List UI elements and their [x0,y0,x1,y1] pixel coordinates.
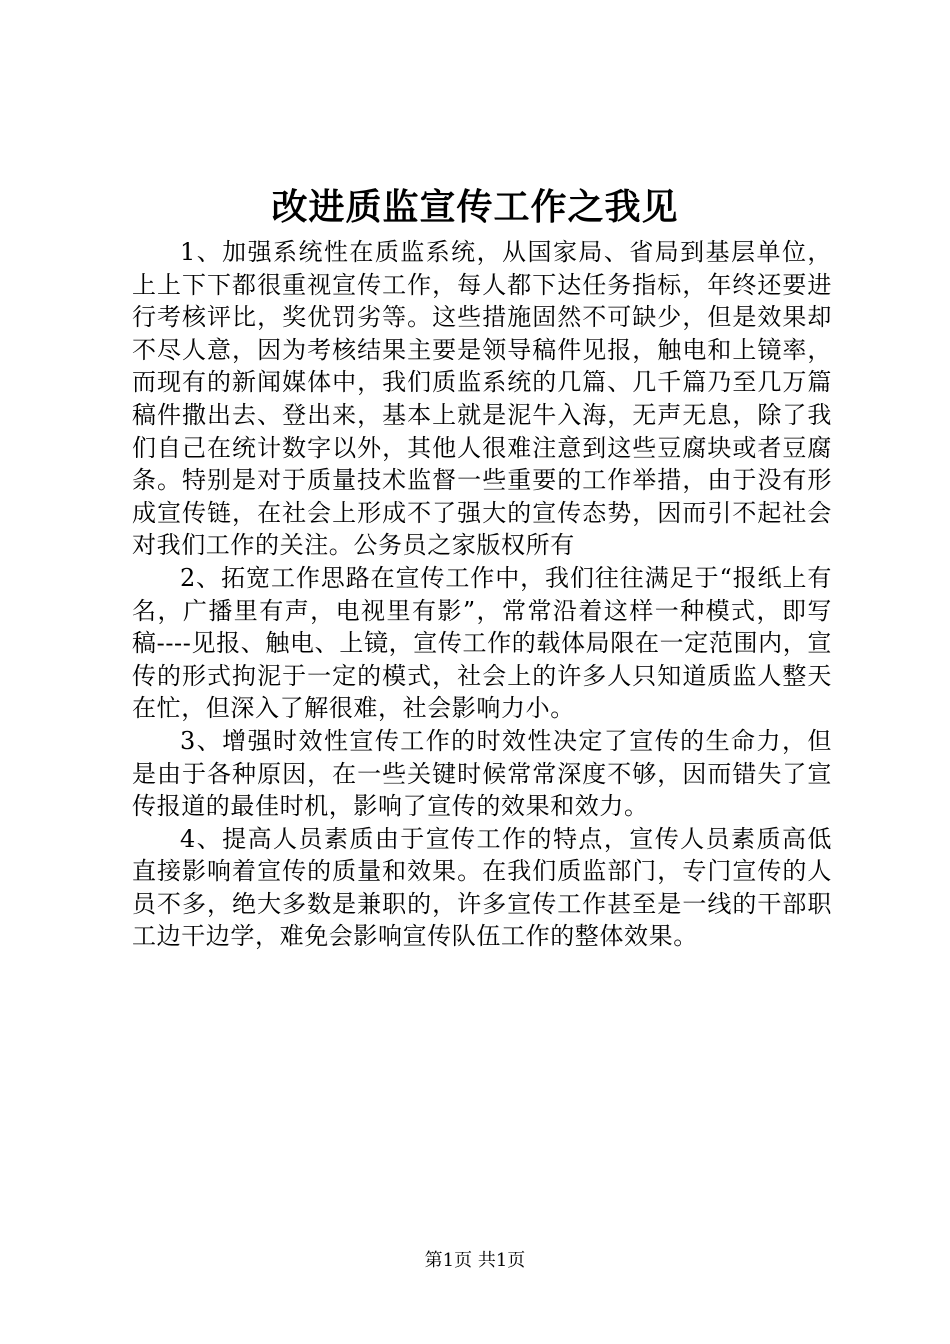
paragraph-4: 4、提高人员素质由于宣传工作的特点，宣传人员素质高低直接影响着宣传的质量和效果。在我们质监部门，专门宣传的人员不多，绝大多数是兼职的，许多宣传工作甚至是一线的干部职工边干边学，难免会影响宣传队伍工作的整体效果。 [132,824,832,951]
paragraph-3: 3、增强时效性宣传工作的时效性决定了宣传的生命力，但是由于各种原因，在一些关键时候常常深度不够，因而错失了宣传报道的最佳时机，影响了宣传的效果和效力。 [132,726,832,821]
paragraph-1: 1、加强系统性在质监系统，从国家局、省局到基层单位，上上下下都很重视宣传工作，每人都下达任务指标，年终还要进行考核评比，奖优罚劣等。这些措施固然不可缺少，但是效果却不尽人意，因为考核结果主要是领导稿件见报，触电和上镜率，而现有的新闻媒体中，我们质监系统的几篇、几千篇乃至几万篇稿件撒出去、登出来，基本上就是泥牛入海，无声无息，除了我们自己在统计数字以外，其他人很难注意到这些豆腐块或者豆腐条。特别是对于质量技术监督一些重要的工作举措，由于没有形成宣传链，在社会上形成不了强大的宣传态势，因而引不起社会对我们工作的关注。公务员之家版权所有 [132,238,832,560]
page-title: 改进质监宣传工作之我见 [271,186,679,228]
page-footer: 第1页 共1页 [424,1250,526,1271]
paragraph-2: 2、拓宽工作思路在宣传工作中，我们往往满足于“报纸上有名，广播里有声，电视里有影”，常常沿着这样一种模式，即写稿----见报、触电、上镜，宣传工作的载体局限在一定范围内，宣传的形式拘泥于一定的模式，社会上的许多人只知道质监人整天在忙，但深入了解很难，社会影响力小。 [132,563,832,723]
document-body [132,236,832,953]
